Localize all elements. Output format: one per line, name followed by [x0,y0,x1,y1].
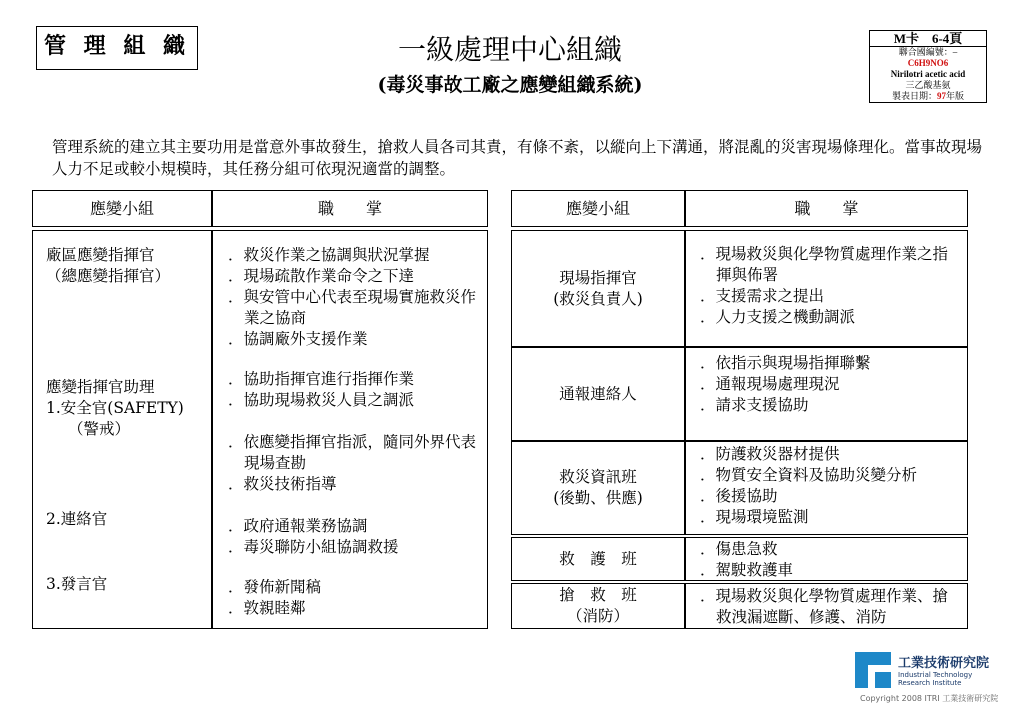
left-group-name: 3.發言官 [46,575,108,593]
page-subtitle: (毒災事故工廠之應變組織系統) [377,74,643,96]
right-row-name: 通報連絡人 [511,347,685,441]
page-title: 一級處理中心組織 [397,33,622,66]
left-group-name: 2.連絡官 [46,510,108,528]
right-row-name: 搶 救 班 （消防） [511,583,685,629]
card-name-en: Nirilotri acetic acid [890,69,966,79]
right-col2-header: 職 掌 [685,190,968,227]
right-row-duties: ．防護救災器材提供 ．物質安全資料及協助災變分析 ．後援協助 ．現場環境監測 [685,441,968,535]
right-row-duties: ．現場救災與化學物質處理作業、搶救洩漏遮斷、修護、消防 [685,583,968,629]
left-col1-header: 應變小組 [32,190,212,227]
left-group-duties: ．發佈新聞稿 ．敦親睦鄰 [228,578,322,617]
card-un-number: 聯合國編號：– [898,47,958,57]
card-page: M卡 6-4頁 [870,31,986,47]
right-row-name: 救災資訊班 (後勤、供應) [511,441,685,535]
card-name-zh: 三乙酸基氨 [905,80,951,90]
right-row-name: 現場指揮官 (救災負責人) [511,230,685,347]
left-group-name: 廠區應變指揮官 （總應變指揮官） [46,246,171,285]
left-group-duties: ．救災作業之協調與狀況掌握 ．現場疏散作業命令之下達 ．與安管中心代表至現場實施救災作業之協商 ．協調廠外支援作業 [228,246,477,348]
left-col2-header: 職 掌 [212,190,488,227]
card-formula: C6H9NO6 [907,58,949,68]
copyright: Copyright 2008 ITRI 工業技術研究院 [860,694,999,703]
left-group-duties: ．協助指揮官進行指揮作業 ．協助現場救災人員之調派 [228,370,415,409]
right-row-name: 救 護 班 [511,537,685,581]
itri-logo-square [875,672,891,688]
right-row-duties: ．依指示與現場指揮聯繫 ．通報現場處理現況 ．請求支援協助 [685,347,968,441]
left-group-name: 應變指揮官助理 1.安全官(SAFETY) （警戒） [46,378,184,438]
left-group-duties: ．政府通報業務協調 ．毒災聯防小組協調救援 [228,517,399,556]
chemical-card [869,30,987,103]
right-row-duties: ．傷患急救 ．駕駛救護車 [685,537,968,581]
right-row-duties: ．現場救災與化學物質處理作業之指揮與佈署 ．支援需求之提出 ．人力支援之機動調派 [685,230,968,347]
itri-name: 工業技術研究院 Industrial Technology Research Institute [898,656,990,687]
right-col1-header: 應變小組 [511,190,685,227]
left-group-duties: ．依應變指揮官指派，隨同外界代表現場查勘 ．救災技術指導 [228,433,477,493]
intro-paragraph: 管理系統的建立其主要功用是當意外事故發生，搶救人員各司其責，有條不紊，以縱向上下溝通，將混亂的災害現場條理化。當事故現場人力不足或較小規模時，其任務分組可依現況適當的調整。 [52,138,983,178]
card-date: 製表日期：97年版 [891,91,965,101]
section-label: 管 理 組 織 [36,26,198,70]
